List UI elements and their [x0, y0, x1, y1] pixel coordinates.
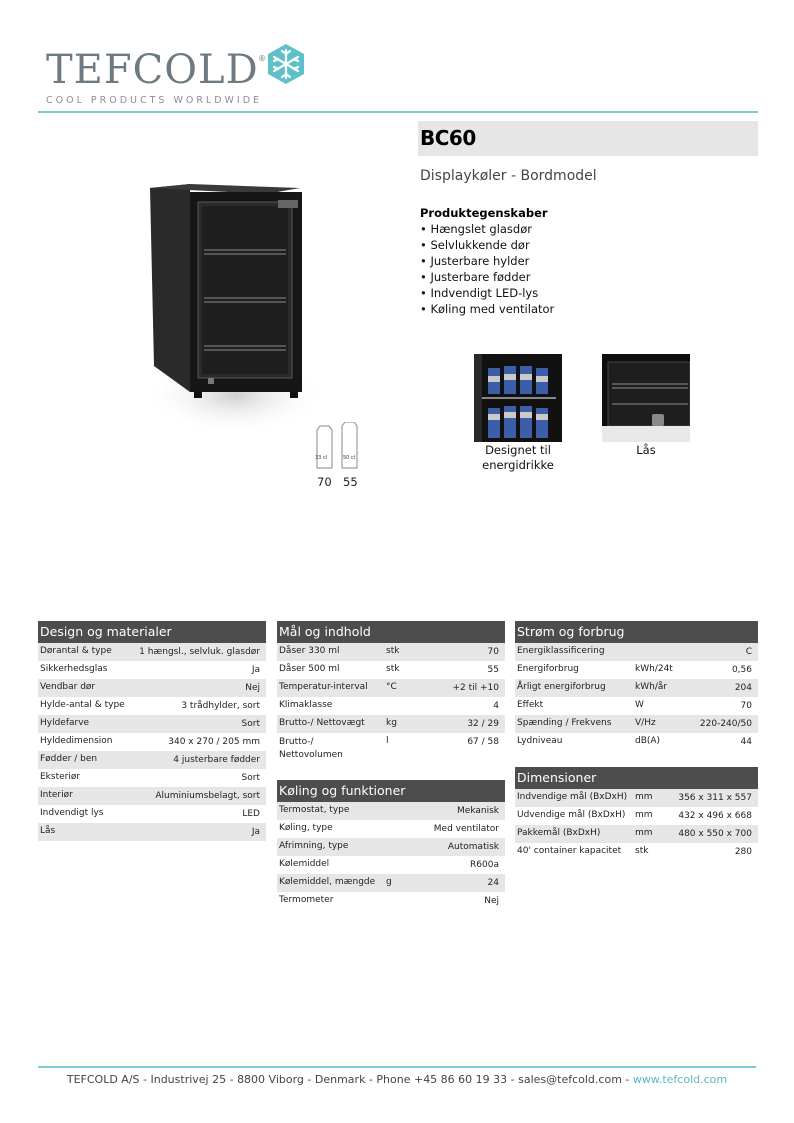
table-row: Effekt W 70 — [517, 700, 752, 711]
product-subtitle: Displaykøler - Bordmodel — [420, 168, 597, 184]
table-row: Hylde-antal & type 3 trådhylder, sort — [40, 700, 260, 711]
table-row: Hyldefarve Sort — [38, 715, 266, 733]
footer-website-link[interactable]: www.tefcold.com — [632, 1073, 728, 1086]
header-divider — [38, 111, 758, 113]
snowflake-logo-icon — [264, 42, 308, 86]
energy-drink-shelf-photo — [474, 354, 562, 442]
table-row: Eksteriør Sort — [40, 772, 260, 783]
table-row: Fødder / ben 4 justerbare fødder — [38, 751, 266, 769]
door-lock-photo — [602, 354, 690, 442]
dimensions-table-title: Dimensioner — [515, 767, 758, 789]
thumbnail-caption-energy: Designet til energidrikke — [482, 443, 554, 472]
cans-icon — [314, 422, 362, 474]
table-row: Energiforbrug kWh/24t 0,56 — [517, 664, 752, 675]
table-row: Spænding / Frekvens V/Hz 220-240/50 — [515, 715, 758, 733]
table-row: Dåser 500 ml stk 55 — [279, 664, 499, 675]
design-table-title: Design og materialer — [38, 621, 266, 643]
table-row: Hyldedimension 340 x 270 / 205 mm — [40, 736, 260, 747]
table-row: Kølemiddel R600a — [279, 859, 499, 870]
table-row: Energiklassificering C — [515, 643, 758, 661]
dimensions-table — [515, 767, 758, 861]
property-item: • Selvlukkende dør — [420, 238, 530, 252]
table-row: Klimaklasse 4 — [279, 700, 499, 711]
table-row: Årligt energiforbrug kWh/år 204 — [515, 679, 758, 697]
properties-list — [420, 221, 554, 317]
design-table — [38, 621, 266, 841]
property-item: • Indvendigt LED-lys — [420, 286, 539, 300]
table-row: Temperatur-interval °C +2 til +10 — [277, 679, 505, 697]
footer-divider — [38, 1066, 756, 1068]
cooling-table-title: Køling og funktioner — [277, 780, 505, 802]
table-row: Indvendige mål (BxDxH) mm 356 x 311 x 557 — [515, 789, 758, 807]
properties-title: Produktegenskaber — [420, 206, 548, 220]
table-row: Termometer Nej — [279, 895, 499, 906]
thumbnail-caption-lock: Lås — [636, 443, 656, 457]
brand-logo-text: TEFCOLD — [46, 47, 259, 93]
table-row: Indvendigt lys LED — [40, 808, 260, 819]
table-row: Brutto-/ Nettovægt kg 32 / 29 — [277, 715, 505, 733]
can-330-label: 33 cl — [315, 455, 328, 461]
brand-tagline: COOL PRODUCTS WORLDWIDE — [46, 95, 263, 106]
property-item: • Justerbare fødder — [420, 270, 531, 284]
footer — [0, 1073, 794, 1086]
property-item: • Køling med ventilator — [420, 302, 555, 316]
footer-address: TEFCOLD A/S - Industrivej 25 - 8800 Viborg - Denmark - Phone +45 86 60 19 33 - sales@tefcold.com - — [66, 1073, 633, 1086]
table-row: Pakkemål (BxDxH) mm 480 x 550 x 700 — [515, 825, 758, 843]
can-500-label: 50 cl — [343, 455, 356, 461]
table-row: Sikkerhedsglas Ja — [40, 664, 260, 675]
can-500-count: 55 — [343, 475, 358, 489]
table-row: Udvendige mål (BxDxH) mm 432 x 496 x 668 — [517, 810, 752, 821]
table-row: 40' container kapacitet stk 280 — [517, 846, 752, 857]
table-row: Dørantal & type 1 hængsl., selvluk. glasdør — [38, 643, 266, 661]
property-item: • Hængslet glasdør — [420, 222, 532, 236]
property-item: • Justerbare hylder — [420, 254, 530, 268]
cooling-table — [277, 780, 505, 910]
table-row: Kølemiddel, mængde g 24 — [277, 874, 505, 892]
capacity-table — [277, 621, 505, 769]
product-photo — [140, 170, 320, 450]
can-330-count: 70 — [317, 475, 332, 489]
product-model: BC60 — [420, 126, 476, 150]
table-row: Termostat, type Mekanisk — [277, 802, 505, 820]
table-row: Lydniveau dB(A) 44 — [517, 736, 752, 747]
table-row: Vendbar dør Nej — [38, 679, 266, 697]
registered-mark: ® — [258, 54, 266, 63]
table-row: Brutto-/ Nettovolumen l 67 / 58 — [279, 736, 499, 760]
power-table — [515, 621, 758, 751]
table-row: Afrimning, type Automatisk — [277, 838, 505, 856]
table-row: Lås Ja — [38, 823, 266, 841]
table-row: Interiør Aluminiumsbelagt, sort — [38, 787, 266, 805]
table-row: Dåser 330 ml stk 70 — [277, 643, 505, 661]
table-row: Køling, type Med ventilator — [279, 823, 499, 834]
capacity-table-title: Mål og indhold — [277, 621, 505, 643]
power-table-title: Strøm og forbrug — [515, 621, 758, 643]
